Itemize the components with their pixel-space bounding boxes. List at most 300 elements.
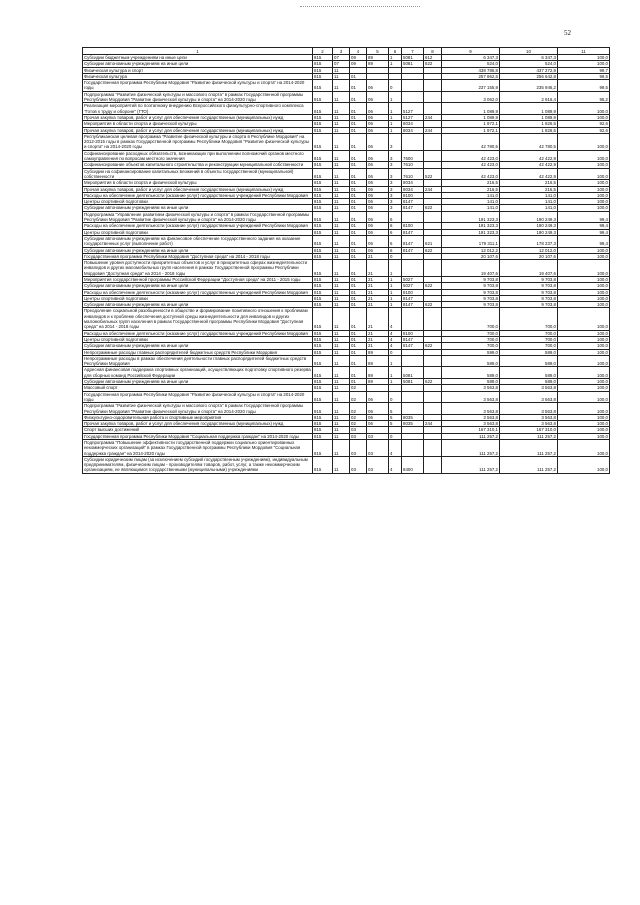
expense-type-code: 622 (424, 302, 442, 308)
row-name: Спорт высших достижений (83, 427, 313, 433)
gl-code: 815 (313, 186, 333, 192)
program-code: 06 (367, 162, 389, 168)
column-header: 9 (442, 48, 500, 55)
table-body (83, 55, 610, 474)
program-code: 21 (367, 289, 389, 295)
approved-amount: 3 563,8 (442, 385, 500, 391)
row-name: Подпрограмма "Развитие физической культуры и массового спорта" в рамках Государственной программы Республики Мордовия "Развитие физической культуры и спорта" на 2014-2020 годы (83, 91, 313, 103)
approved-amount: 1 089,9 (442, 103, 500, 115)
section-code: 11 (333, 121, 350, 127)
row-name: Физическая культура и спорт (83, 67, 313, 73)
row-name: Государственная программа Республики Мордовия "Доступная среда" на 2014 - 2018 годы (83, 253, 313, 259)
section-code: 11 (333, 308, 350, 330)
executed-amount: 42 780,5 (500, 133, 558, 150)
target-code: 8147 (402, 302, 424, 308)
execution-percent: 100,0 (558, 61, 610, 67)
expense-type-code (424, 308, 442, 330)
executed-amount: 190 249,3 (500, 211, 558, 223)
approved-amount: 3 563,8 (442, 421, 500, 427)
row-name: Расходы на обеспечение деятельности (оказание услуг) государственных учреждений Республики Мордовия (83, 330, 313, 336)
gl-code: 815 (313, 91, 333, 103)
column-header: 6 (389, 48, 402, 55)
program-code: 06 (367, 211, 389, 223)
gl-code: 815 (313, 330, 333, 336)
section-code: 11 (333, 73, 350, 79)
execution-percent: 100,0 (558, 295, 610, 301)
expense-type-code: 622 (424, 61, 442, 67)
subsection-code: 01 (350, 295, 367, 301)
section-code: 11 (333, 211, 350, 223)
execution-percent: 100,0 (558, 114, 610, 120)
subprogram-code: 0 (389, 349, 402, 355)
row-name: Центры спортивной подготовки (83, 336, 313, 342)
gl-code: 815 (313, 205, 333, 211)
subsection-code: 01 (350, 223, 367, 229)
row-name: Прочая закупка товаров, работ и услуг для обеспечения государственных (муниципальных) нужд (83, 114, 313, 120)
subsection-code: 02 (350, 403, 367, 415)
gl-code: 815 (313, 421, 333, 427)
section-code: 11 (333, 336, 350, 342)
subprogram-code: 3 (389, 199, 402, 205)
gl-code: 815 (313, 355, 333, 367)
gl-code: 815 (313, 192, 333, 198)
section-code: 11 (333, 433, 350, 439)
executed-amount: 190 249,3 (500, 223, 558, 229)
execution-percent: 100,0 (558, 55, 610, 61)
target-code: 5081 (402, 61, 424, 67)
gl-code: 815 (313, 391, 333, 403)
table-row (83, 391, 610, 403)
expense-type-code: 621 (424, 235, 442, 247)
target-code: 5027 (402, 283, 424, 289)
target-code (402, 308, 424, 330)
gl-code: 815 (313, 229, 333, 235)
section-code: 11 (333, 379, 350, 385)
program-code: 06 (367, 180, 389, 186)
target-code: 8147 (402, 295, 424, 301)
subsection-code: 01 (350, 80, 367, 92)
execution-percent: 100,0 (558, 367, 610, 379)
section-code: 07 (333, 61, 350, 67)
gl-code: 815 (313, 456, 333, 473)
subsection-code: 01 (350, 192, 367, 198)
column-header: 2 (313, 48, 333, 55)
subprogram-code: 0 (389, 391, 402, 403)
section-code: 11 (333, 414, 350, 420)
approved-amount: 216,5 (442, 186, 500, 192)
expense-type-code: 622 (424, 205, 442, 211)
subprogram-code: 1 (389, 355, 402, 367)
subsection-code: 01 (350, 283, 367, 289)
section-code: 11 (333, 427, 350, 433)
column-header: 8 (424, 48, 442, 55)
execution-percent: 100,0 (558, 391, 610, 403)
expense-type-code: 244 (424, 127, 442, 133)
approved-amount: 700,0 (442, 308, 500, 330)
executed-amount: 190 249,3 (500, 229, 558, 235)
subsection-code: 02 (350, 421, 367, 427)
row-name: Мероприятия в области спорта и физической культуры (83, 180, 313, 186)
approved-amount: 20 107,6 (442, 253, 500, 259)
table-row (83, 355, 610, 367)
gl-code: 815 (313, 260, 333, 277)
table-row (83, 308, 610, 330)
gl-code: 815 (313, 61, 333, 67)
row-name: Государственная программа Республики Мордовия "Развитие физической культуры и спорта" на 2014-2020 годы (83, 80, 313, 92)
approved-amount: 42 423,0 (442, 168, 500, 180)
subsection-code: 03 (350, 427, 367, 433)
execution-percent: 100,0 (558, 260, 610, 277)
section-code: 11 (333, 103, 350, 115)
executed-amount: 2 916,4 (500, 91, 558, 103)
program-code: 21 (367, 308, 389, 330)
target-code: 7610 (402, 168, 424, 180)
executed-amount: 111 257,2 (500, 456, 558, 473)
gl-code: 815 (313, 343, 333, 349)
row-name: Субсидии автономным учреждениям на иные цели (83, 343, 313, 349)
section-code: 11 (333, 186, 350, 192)
expense-type-code: 622 (424, 247, 442, 253)
approved-amount: 438 786,8 (442, 67, 500, 73)
row-name: Преодоление социальной разобщенности в обществе и формирование позитивного отношения к проблемам инвалидов и к проблеме обеспечения доступной среды жизнедеятельности для инвалидов и других маломобильных групп населения в рамках Государственной программы Республики Мордовия "Доступная среда" на 2014 - 2018 годы (83, 308, 313, 330)
subsection-code: 01 (350, 133, 367, 150)
execution-percent: 100,0 (558, 343, 610, 349)
row-name: Расходы на обеспечение деятельности (оказание услуг) государственных учреждений Республики Мордовия (83, 223, 313, 229)
program-code: 06 (367, 114, 389, 120)
target-code (402, 355, 424, 367)
expense-type-code: 622 (424, 379, 442, 385)
target-code: 5127 (402, 114, 424, 120)
approved-amount: 141,0 (442, 192, 500, 198)
target-code: 8034 (402, 121, 424, 127)
subprogram-code: 1 (389, 302, 402, 308)
execution-percent: 100,0 (558, 186, 610, 192)
expense-type-code (424, 91, 442, 103)
row-name: Центры спортивной подготовки (83, 199, 313, 205)
expense-type-code (424, 440, 442, 457)
subprogram-code: 3 (389, 133, 402, 150)
executed-amount: 524,0 (500, 61, 558, 67)
subprogram-code: 1 (389, 260, 402, 277)
subsection-code: 03 (350, 433, 367, 439)
approved-amount: 700,0 (442, 330, 500, 336)
row-name: Подпрограмма "Развитие физической культуры и массового спорта" в рамках Государственной программы Республики Мордовия "Развитие физической культуры и спорта" на 2014-2020 годы (83, 403, 313, 415)
subprogram-code: 5 (389, 421, 402, 427)
subsection-code: 01 (350, 127, 367, 133)
approved-amount: 237 155,9 (442, 80, 500, 92)
execution-percent: 100,0 (558, 205, 610, 211)
executed-amount: 178 237,3 (500, 235, 558, 247)
subsection-code: 01 (350, 302, 367, 308)
gl-code: 815 (313, 127, 333, 133)
execution-percent: 100,0 (558, 421, 610, 427)
executed-amount: 42 422,9 (500, 168, 558, 180)
row-name: Реализация мероприятий по поэтапному внедрению Всероссийского физкультурно-спортивного комплекса "Готов к труду и обороне" (ГТО) (83, 103, 313, 115)
subprogram-code: 1 (389, 61, 402, 67)
gl-code: 815 (313, 168, 333, 180)
executed-amount: 141,0 (500, 199, 558, 205)
gl-code: 815 (313, 162, 333, 168)
subsection-code: 01 (350, 253, 367, 259)
executed-amount: 6 347,3 (500, 55, 558, 61)
row-name: Непрограммные расходы в рамках обеспечения деятельности главных распорядителей бюджетных средств Республики Мордовия (83, 355, 313, 367)
execution-percent: 100,0 (558, 440, 610, 457)
approved-amount: 167 310,1 (442, 427, 500, 433)
gl-code: 815 (313, 349, 333, 355)
row-name: Центры спортивной подготовки (83, 229, 313, 235)
expense-type-code: 244 (424, 421, 442, 427)
executed-amount: 589,0 (500, 349, 558, 355)
subsection-code: 01 (350, 308, 367, 330)
gl-code: 815 (313, 379, 333, 385)
subprogram-code: 1 (389, 276, 402, 282)
subsection-code: 01 (350, 180, 367, 186)
approved-amount: 700,0 (442, 336, 500, 342)
subsection-code: 01 (350, 247, 367, 253)
subprogram-code: 3 (389, 186, 402, 192)
executed-amount: 700,0 (500, 330, 558, 336)
subsection-code: 01 (350, 114, 367, 120)
section-code: 11 (333, 295, 350, 301)
gl-code: 815 (313, 427, 333, 433)
approved-amount: 1 089,9 (442, 114, 500, 120)
execution-percent: 100,0 (558, 403, 610, 415)
subprogram-code: 1 (389, 283, 402, 289)
execution-percent: 99,4 (558, 235, 610, 247)
gl-code: 815 (313, 440, 333, 457)
subprogram-code: 6 (389, 235, 402, 247)
row-name: Республиканская целевая программа "Развитие физической культуры и спорта в Республике Мордовия" на 2012-2015 годы в рамках Государственной программы Республики Мордовия "Развитие физической культуры и спорта" на 2014-2020 годы (83, 133, 313, 150)
executed-amount: 700,0 (500, 308, 558, 330)
subprogram-code: 5 (389, 414, 402, 420)
subsection-code: 01 (350, 168, 367, 180)
subsection-code: 09 (350, 61, 367, 67)
row-name: Субсидии автономным учреждениям на иные цели (83, 61, 313, 67)
gl-code: 815 (313, 180, 333, 186)
executed-amount: 1 089,9 (500, 114, 558, 120)
approved-amount: 111 257,2 (442, 440, 500, 457)
section-code: 11 (333, 260, 350, 277)
target-code: 5081 (402, 379, 424, 385)
table-row (83, 440, 610, 457)
approved-amount: 12 012,2 (442, 247, 500, 253)
executed-amount: 1 826,5 (500, 121, 558, 127)
gl-code: 815 (313, 211, 333, 223)
gl-code: 815 (313, 403, 333, 415)
execution-percent: 95,2 (558, 91, 610, 103)
row-name: Подпрограмма "Повышение эффективности государственной поддержки социально ориентированных некоммерческих организаций" в рамках Государственной программы Республики Мордовия "Социальная поддержка граждан" на 2014-2020 годы (83, 440, 313, 457)
approved-amount: 9 703,8 (442, 289, 500, 295)
gl-code: 815 (313, 295, 333, 301)
executed-amount: 141,0 (500, 192, 558, 198)
execution-percent: 100,0 (558, 349, 610, 355)
executed-amount: 9 703,8 (500, 289, 558, 295)
approved-amount: 3 563,8 (442, 414, 500, 420)
row-name: Массовый спорт (83, 385, 313, 391)
target-code: 8034 (402, 186, 424, 192)
subprogram-code: 1 (389, 103, 402, 115)
gl-code: 815 (313, 336, 333, 342)
expense-type-code: 612 (424, 55, 442, 61)
execution-percent: 100,0 (558, 308, 610, 330)
execution-percent: 100,0 (558, 414, 610, 420)
expense-type-code: 622 (424, 283, 442, 289)
expense-type-code (424, 403, 442, 415)
column-header: 11 (558, 48, 610, 55)
row-name: Субсидии автономным учреждениям на финансовое обеспечение государственного задания на оказание государственных услуг (выполнение работ) (83, 235, 313, 247)
subsection-code: 09 (350, 55, 367, 61)
subsection-code: 01 (350, 276, 367, 282)
program-code: 89 (367, 61, 389, 67)
program-code: 06 (367, 133, 389, 150)
section-code: 11 (333, 247, 350, 253)
target-code: 5027 (402, 276, 424, 282)
row-name: Субсидии на софинансирование капитальных вложений в объекты государственной (муниципальной) собственности (83, 168, 313, 180)
section-code: 11 (333, 456, 350, 473)
expense-type-code (424, 103, 442, 115)
executed-amount: 3 563,8 (500, 385, 558, 391)
subprogram-code: 3 (389, 180, 402, 186)
expense-type-code (424, 211, 442, 223)
execution-percent: 92,6 (558, 121, 610, 127)
target-code: 8147 (402, 343, 424, 349)
target-code: 8147 (402, 229, 424, 235)
executed-amount: 216,5 (500, 180, 558, 186)
section-code: 11 (333, 150, 350, 162)
gl-code: 815 (313, 103, 333, 115)
subprogram-code: 6 (389, 223, 402, 229)
execution-percent: 100,0 (558, 355, 610, 367)
approved-amount: 191 323,3 (442, 223, 500, 229)
table-row (83, 80, 610, 92)
table-row (83, 403, 610, 415)
program-code: 21 (367, 343, 389, 349)
section-code: 11 (333, 235, 350, 247)
section-code: 11 (333, 91, 350, 103)
row-name: Физкультурно-оздоровительная работа и спортивные мероприятия (83, 414, 313, 420)
target-code: 8100 (402, 223, 424, 229)
row-name: Мероприятия в области спорта и физической культуры (83, 121, 313, 127)
table-row (83, 260, 610, 277)
header-row (83, 48, 610, 55)
section-code: 11 (333, 440, 350, 457)
subprogram-code: 0 (389, 433, 402, 439)
execution-percent: 100,0 (558, 302, 610, 308)
subsection-code: 02 (350, 385, 367, 391)
executed-amount: 111 257,2 (500, 433, 558, 439)
section-code: 11 (333, 276, 350, 282)
table-row (83, 211, 610, 223)
column-header: 3 (333, 48, 350, 55)
subprogram-code: 1 (389, 55, 402, 61)
program-code: 06 (367, 235, 389, 247)
target-code (402, 211, 424, 223)
target-code: 5081 (402, 367, 424, 379)
executed-amount: 589,0 (500, 355, 558, 367)
row-name: Субсидии юридическим лицам (за исключением субсидий государственным учреждениям), индивидуальным предпринимателям, физическим лицам - производителям товаров, работ, услуг, а также некоммерческим организациям, не являющимся государственными (муниципальными) учреждениями (83, 456, 313, 473)
approved-amount: 599,0 (442, 349, 500, 355)
table-row (83, 103, 610, 115)
program-code: 06 (367, 168, 389, 180)
executed-amount: 9 703,8 (500, 283, 558, 289)
row-name: Софинансирование расходных обязательств, возникающих при выполнении полномочий органов местного самоуправления по вопросам местного значения (83, 150, 313, 162)
approved-amount: 9 703,8 (442, 283, 500, 289)
expense-type-code (424, 355, 442, 367)
target-code (402, 260, 424, 277)
subsection-code: 01 (350, 336, 367, 342)
execution-percent: 100,0 (558, 276, 610, 282)
execution-percent: 92,6 (558, 127, 610, 133)
program-code: 21 (367, 283, 389, 289)
section-code: 11 (333, 229, 350, 235)
expense-type-code (424, 80, 442, 92)
row-name: Субсидии автономным учреждениям на иные цели (83, 247, 313, 253)
page-number: 52 (564, 29, 571, 37)
program-code: 89 (367, 367, 389, 379)
program-code: 06 (367, 205, 389, 211)
program-code: 89 (367, 349, 389, 355)
executed-amount: 235 946,2 (500, 80, 558, 92)
executed-amount: 9 703,8 (500, 295, 558, 301)
target-code: 8147 (402, 205, 424, 211)
section-code: 11 (333, 80, 350, 92)
subprogram-code: 1 (389, 367, 402, 379)
expense-type-code (424, 260, 442, 277)
target-code: 5081 (402, 55, 424, 61)
execution-percent: 100,0 (558, 150, 610, 162)
subprogram-code: 6 (389, 229, 402, 235)
target-code: 8100 (402, 289, 424, 295)
target-code: 8147 (402, 199, 424, 205)
section-code: 11 (333, 162, 350, 168)
target-code: 8147 (402, 235, 424, 247)
subsection-code: 01 (350, 162, 367, 168)
target-code: 8400 (402, 456, 424, 473)
subprogram-code: 4 (389, 336, 402, 342)
subprogram-code: 4 (389, 330, 402, 336)
row-name: Субсидии автономным учреждениям на иные цели (83, 205, 313, 211)
gl-code: 815 (313, 73, 333, 79)
execution-percent: 100,0 (558, 433, 610, 439)
program-code: 06 (367, 421, 389, 427)
program-code: 06 (367, 91, 389, 103)
expense-type-code: 244 (424, 114, 442, 120)
approved-amount: 9 703,8 (442, 276, 500, 282)
subsection-code: 01 (350, 73, 367, 79)
executed-amount: 589,0 (500, 367, 558, 379)
target-code: 8100 (402, 330, 424, 336)
executed-amount: 216,5 (500, 186, 558, 192)
program-code: 89 (367, 379, 389, 385)
subsection-code: 01 (350, 229, 367, 235)
section-code: 11 (333, 421, 350, 427)
row-name: Центры спортивной подготовки (83, 295, 313, 301)
program-code: 21 (367, 253, 389, 259)
gl-code: 815 (313, 289, 333, 295)
program-code: 21 (367, 302, 389, 308)
executed-amount: 167 310,0 (500, 427, 558, 433)
row-name: Субсидии автономным учреждениям на иные цели (83, 283, 313, 289)
section-code: 11 (333, 343, 350, 349)
section-code: 11 (333, 302, 350, 308)
gl-code: 815 (313, 150, 333, 162)
approved-amount: 589,0 (442, 379, 500, 385)
target-code: 7610 (402, 162, 424, 168)
table-row (83, 168, 610, 180)
gl-code: 815 (313, 67, 333, 73)
row-name: Непрограммные расходы главных распорядителей бюджетных средств Республики Мордовия (83, 349, 313, 355)
row-name: Прочая закупка товаров, работ и услуг для обеспечения государственных (муниципальных) нужд (83, 127, 313, 133)
